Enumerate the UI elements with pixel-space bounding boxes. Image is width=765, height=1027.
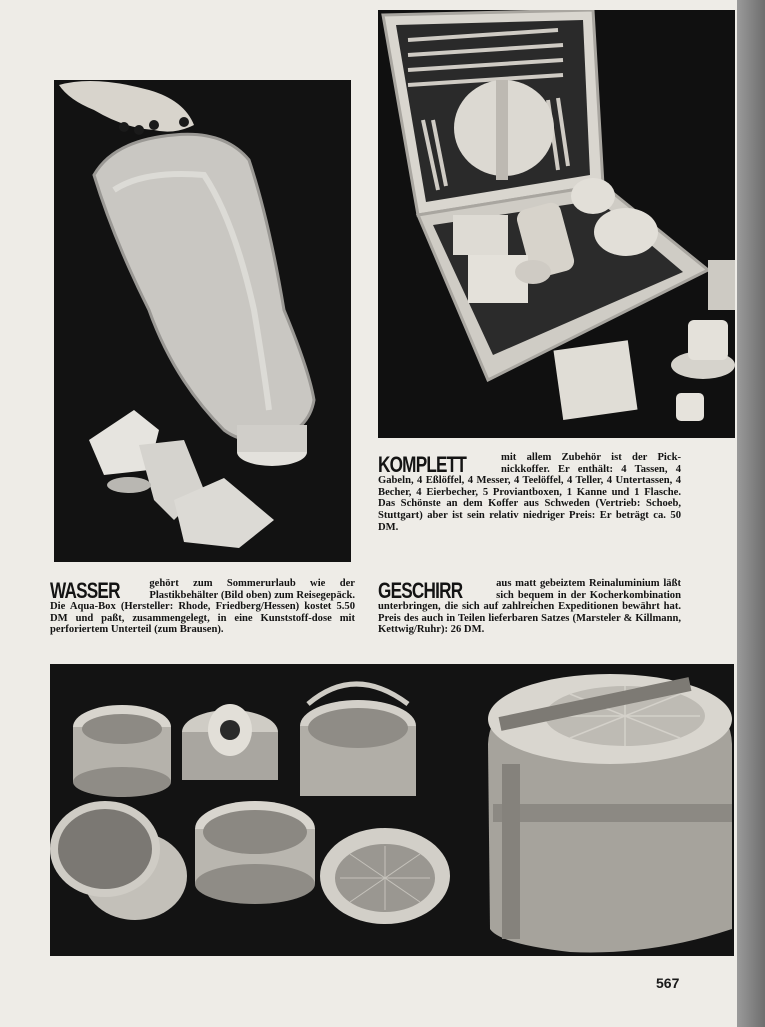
page-number: 567 [656, 975, 680, 991]
photo-aluminium-cookware [50, 664, 734, 956]
caption-wasser-keyword-wrap [50, 578, 145, 603]
caption-geschirr [378, 578, 681, 636]
caption-geschirr-keyword-wrap [378, 578, 492, 603]
background-edge [737, 0, 765, 1027]
caption-komplett-keyword-wrap [378, 452, 497, 477]
caption-komplett-keyword: KOMPLETT [378, 452, 467, 477]
caption-geschirr-text: aus matt gebeiztem Reinaluminium läßt sich bequem in der Kocherkombination unterbringen, die sich auf zahlreichen Expeditionen bewährt hat. Preis des auch in Teilen lieferbaren Satzes (Marsteler & Killmann, Kettwig/Ruhr): 26 DM. [378, 578, 681, 636]
caption-wasser-keyword: WASSER [50, 578, 120, 603]
caption-komplett-text: mit allem Zubehör ist der Pick-nickkoffer. Er enthält: 4 Tassen, 4 Gabeln, 4 Eßlöffel, 4 Messer, 4 Teelöffel, 4 Teller, 4 Untertassen, 4 Becher, 4 Eierbecher, 5 Proviantboxen, 1 Kanne und 1 Flasche. Das Schönste an dem Koffer aus Schweden (Vertrieb: Schoeb, Stuttgart) aber ist sein relativ niedriger Preis: Er beträgt ca. 50 DM. [378, 452, 681, 533]
caption-wasser-text: gehört zum Sommerurlaub wie der Plastikbehälter (Bild oben) zum Reisegepäck. Die Aqua-Box (Hersteller: Rhode, Friedberg/Hessen) kostet 5.50 DM und paßt, zusammengelegt, in eine Kunststoff-dose mit perforiertem Unterteil (zum Brausen). [50, 578, 355, 636]
photo-picnic-case [378, 10, 735, 438]
photo-water-bag [54, 80, 351, 562]
caption-geschirr-keyword: GESCHIRR [378, 578, 463, 603]
caption-wasser [50, 578, 355, 636]
caption-komplett [378, 452, 681, 533]
